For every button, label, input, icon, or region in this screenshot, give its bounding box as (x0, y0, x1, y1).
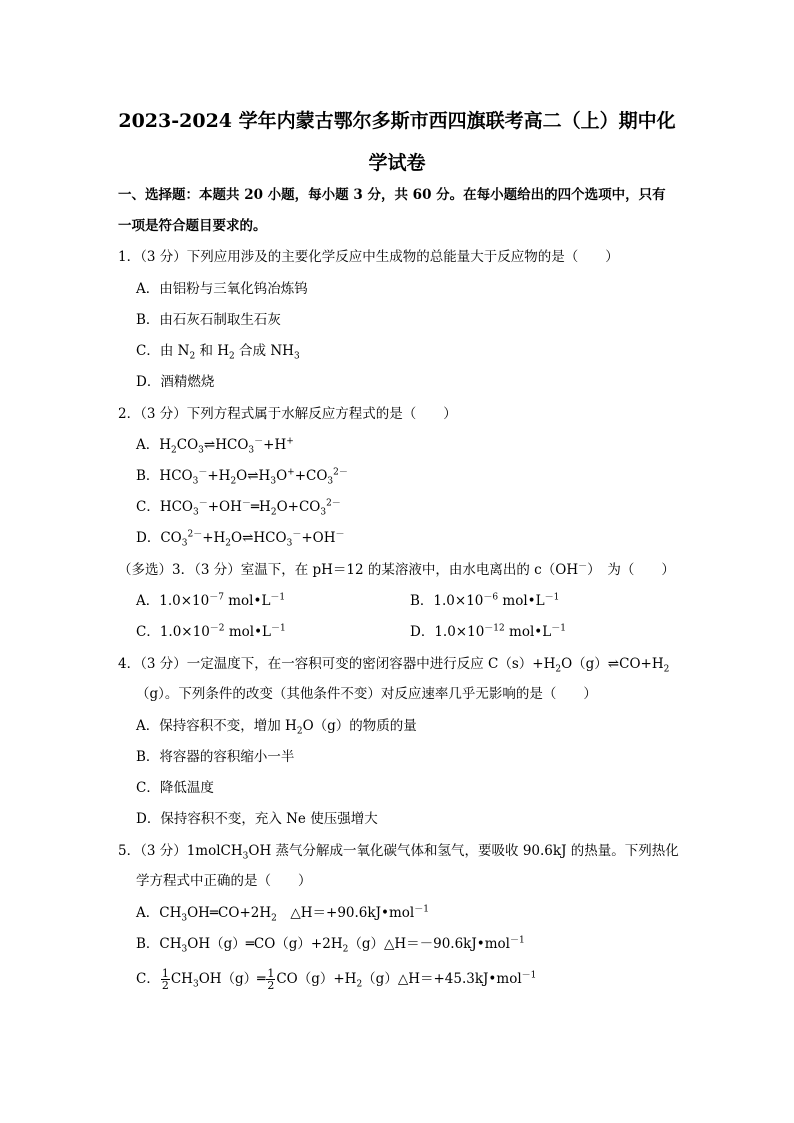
question-1-stem: 1．（3 分）下列应用涉及的主要化学反应中生成物的总能量大于反应物的是（ ） (118, 249, 619, 265)
question-1-option-d: D．酒精燃烧 (136, 374, 215, 390)
question-5-stem-line-2: 学方程式中正确的是（ ） (136, 873, 312, 889)
section-instructions-line-2: 一项是符合题目要求的。 (118, 218, 267, 234)
section-instructions-line-1: 一、选择题：本题共 20 小题，每小题 3 分，共 60 分。在每小题给出的四个选项中，只有 (118, 187, 666, 203)
fraction-one-half: $\frac{1}{2}$ (161, 967, 169, 992)
question-2-stem: 2．（3 分）下列方程式属于水解反应方程式的是（ ） (118, 406, 457, 422)
question-5-stem-line-1: 5．（3 分）1molCH$_3$OH 蒸气分解成一氧化碳气体和氢气，要吸收 90.6kJ 的热量。下列热化 (118, 843, 679, 862)
fraction-one-half: $\frac{1}{2}$ (267, 967, 275, 992)
question-4-option-c: C．降低温度 (136, 780, 214, 796)
question-3-option-b: B．$1.0\times 10^{-6}$ $mol•L^{-1}$ (410, 592, 560, 609)
exam-title-line-2: 学试卷 (368, 152, 426, 174)
question-3-stem: （多选）3．（3 分）室温下，在 pH＝12 的某溶液中，由水电离出的 c（OH－） 为（ ） (118, 561, 675, 578)
question-2-option-d: D．$CO_3^{2-}+H_2O\rightleftharpoons HCO_3^-+OH^-$ (136, 529, 345, 549)
question-5-option-c: C． $\frac{1}{2}$ $CH_3OH(g)═$ $\frac{1}{2}$ $CO(g)+H_2(g)\triangle H=+45.3kJ•mol^{-1}$ (136, 967, 537, 992)
exam-title-line-1: 2023-2024 学年内蒙古鄂尔多斯市西四旗联考高二（上）期中化 (118, 110, 676, 132)
question-1-option-c: C．由 $N_2$ 和 $H_2$ 合成 $NH_3$ (136, 343, 300, 362)
question-3-option-d: D．$1.0\times 10^{-12}$ $mol•L^{-1}$ (410, 623, 566, 640)
question-3-option-a: A．$1.0\times 10^{-7}$ $mol•L^{-1}$ (136, 592, 286, 609)
question-3-option-c: C．$1.0\times 10^{-2}$ $mol•L^{-1}$ (136, 623, 286, 640)
question-2-option-c: C．$HCO_3^-+OH^-═H_2O+CO_3^{2-}$ (136, 498, 341, 518)
question-2-option-b: B．$HCO_3^-+H_2O\rightleftharpoons H_3O^++CO_3^{2-}$ (136, 467, 348, 487)
question-4-option-d: D．保持容积不变，充入 Ne 使压强增大 (136, 811, 378, 827)
question-4-stem-line-1: 4．（3 分）一定温度下，在一容积可变的密闭容器中进行反应 $C(s)+H_2O(g)\rightleftharpoons CO+H_2$ (118, 656, 670, 675)
question-5-option-b: B．$CH_3OH(g)═CO(g)+2H_2(g)\triangle H=-90.6kJ•mol^{-1}$ (136, 935, 525, 955)
question-2-option-a: A．$H_2CO_3\rightleftharpoons HCO_3^-+H^+$ (136, 436, 294, 456)
question-4-option-a: A．保持容积不变，增加 $H_2O(g)$的物质的量 (136, 718, 417, 737)
question-1-option-b: B．由石灰石制取生石灰 (136, 312, 281, 328)
question-1-option-a: A．由铝粉与三氧化钨冶炼钨 (136, 281, 308, 297)
question-4-stem-line-2: （g）。下列条件的改变（其他条件不变）对反应速率几乎无影响的是（ ） (136, 686, 597, 702)
question-5-option-a: A．$CH_3OH═CO+2H_2$ △H＝+90.6kJ•mol$^{-1}$ (136, 904, 429, 924)
question-4-option-b: B．将容器的容积缩小一半 (136, 749, 295, 765)
